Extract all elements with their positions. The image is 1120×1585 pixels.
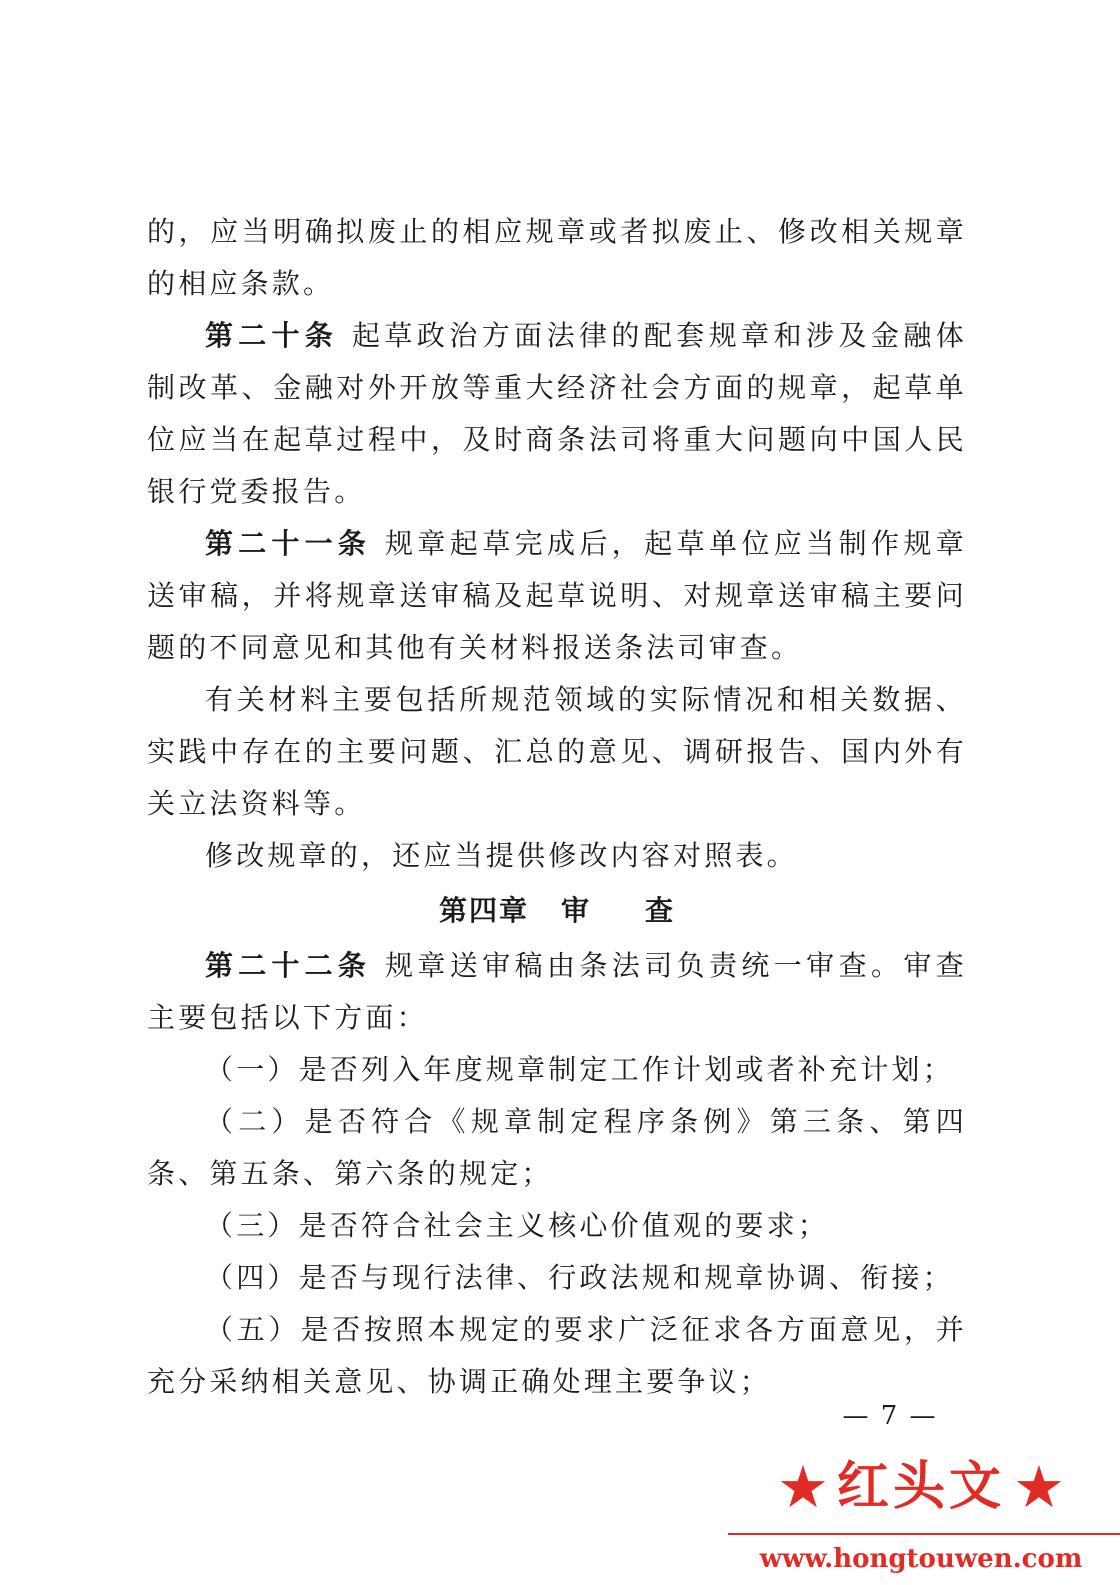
chapter-title-part2: 查	[645, 894, 676, 927]
article-20	[147, 310, 967, 518]
article-body: 规章送审稿由条法司负责统一审查。审查主要包括以下方面：	[147, 949, 967, 1034]
star-icon: ★	[776, 1453, 829, 1521]
article-heading: 第二十二条	[205, 949, 371, 982]
watermark-url: www.hongtouwen.com	[759, 1544, 1083, 1574]
list-item: （四）是否与现行法律、行政法规和规章协调、衔接；	[205, 1261, 954, 1294]
paragraph-revision: 修改规章的，还应当提供修改内容对照表。	[205, 839, 798, 872]
chapter-title-part1: 审	[560, 894, 591, 927]
article-21	[147, 518, 967, 674]
chapter-number: 第四章	[438, 894, 529, 927]
watermark-divider	[728, 1533, 1120, 1535]
body-text	[147, 206, 967, 1408]
list-item: （二）是否符合《规章制定程序条例》第三条、第四条、第五条、第六条的规定；	[147, 1105, 967, 1190]
list-item: （一）是否列入年度规章制定工作计划或者补充计划；	[205, 1053, 954, 1086]
article-22	[147, 940, 967, 1044]
watermark	[722, 1445, 1120, 1585]
list-item: （五）是否按照本规定的要求广泛征求各方面意见，并充分采纳相关意见、协调正确处理主要争议；	[147, 1313, 967, 1398]
chapter-heading	[147, 882, 967, 940]
star-icon: ★	[1013, 1453, 1065, 1521]
article-body: 规章起草完成后，起草单位应当制作规章送审稿，并将规章送审稿及起草说明、对规章送审稿主要问题的不同意见和其他有关材料报送条法司审查。	[147, 527, 967, 664]
watermark-title	[722, 1445, 1120, 1529]
article-heading: 第二十一条	[205, 527, 371, 560]
watermark-brand: 红头文	[836, 1457, 1005, 1517]
page-number: — 7 —	[842, 1401, 938, 1431]
article-body: 起草政治方面法律的配套规章和涉及金融体制改革、金融对外开放等重大经济社会方面的规章，起草单位应当在起草过程中，及时商条法司将重大问题向中国人民银行党委报告。	[147, 319, 967, 508]
article-heading: 第二十条	[205, 319, 338, 352]
list-item: （三）是否符合社会主义核心价值观的要求；	[205, 1209, 830, 1242]
paragraph-continuation: 的，应当明确拟废止的相应规章或者拟废止、修改相关规章的相应条款。	[147, 215, 967, 300]
paragraph-materials: 有关材料主要包括所规范领域的实际情况和相关数据、实践中存在的主要问题、汇总的意见、调研报告、国内外有关立法资料等。	[147, 683, 967, 820]
